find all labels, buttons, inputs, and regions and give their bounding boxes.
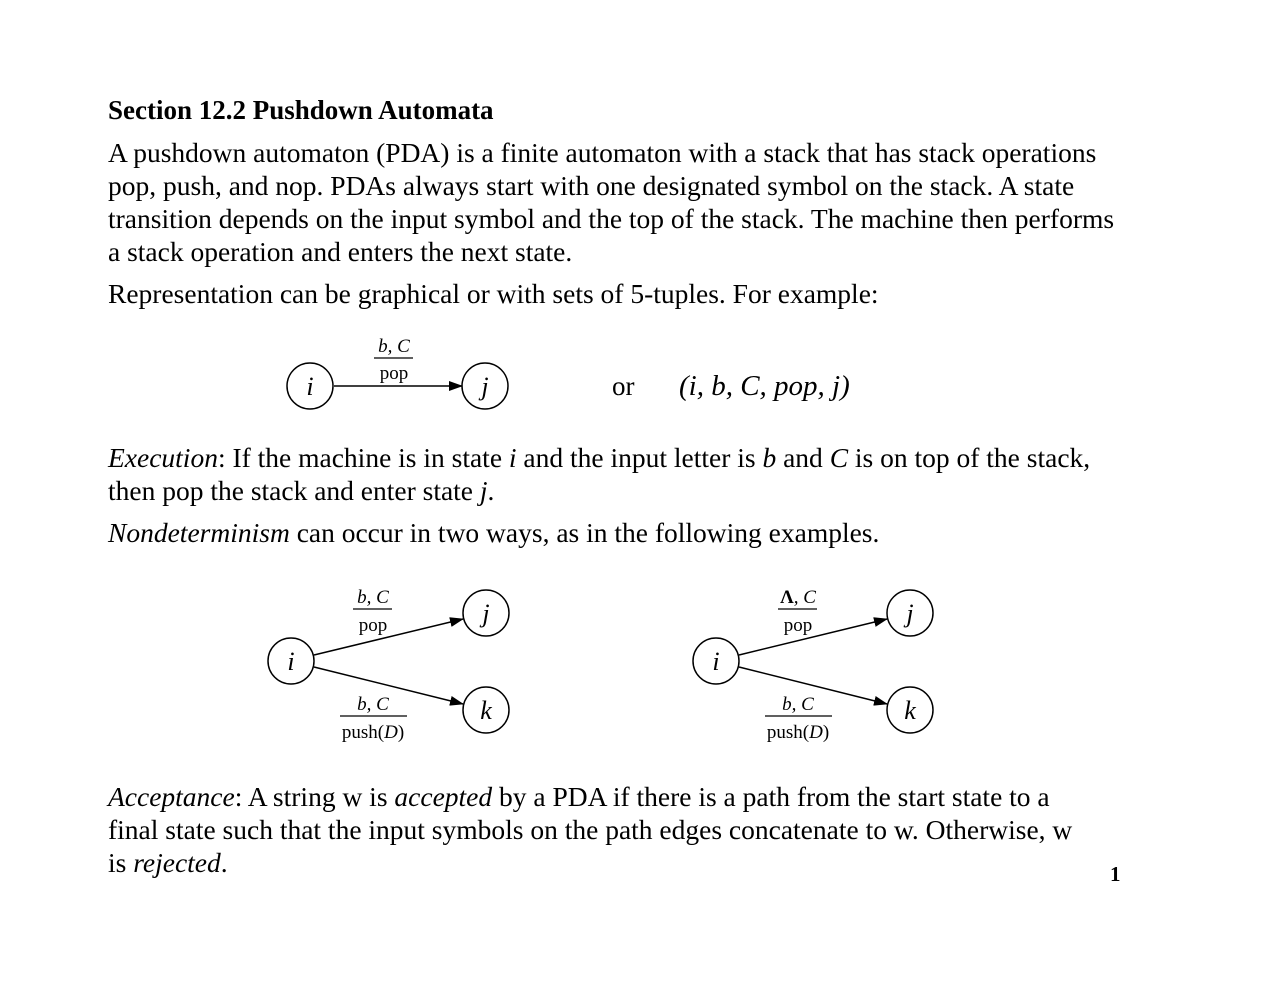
intro-line: pop, push, and nop. PDAs always start with one designated symbol on the stack. A state: [108, 170, 1075, 201]
nondeterminism-term: Nondeterminism: [108, 517, 290, 548]
state-node-i: [268, 638, 314, 684]
state-node-j: [887, 590, 933, 636]
intro-line: transition depends on the input symbol and the top of the stack. The machine then performs: [108, 203, 1115, 234]
svg-text:j: j: [906, 599, 914, 628]
edge-input-label: b, C: [357, 694, 389, 715]
page-number: 1: [1110, 862, 1121, 886]
acceptance-line: is rejected.: [108, 847, 228, 878]
svg-text:k: k: [480, 696, 492, 725]
transition-arrow-top: [739, 619, 887, 655]
edge-input-label: b, C: [378, 336, 410, 357]
state-node-k: [463, 687, 509, 733]
nd-right-diagram: [693, 587, 933, 743]
edge-input-label: b, C: [357, 587, 389, 608]
edge-input-label: b, C: [782, 694, 814, 715]
execution-line: then pop the stack and enter state j.: [108, 475, 495, 506]
representation-line: Representation can be graphical or with sets of 5-tuples. For example:: [108, 278, 879, 309]
transition-arrow-top: [314, 619, 463, 655]
state-node-i: [693, 638, 739, 684]
state-label: j: [481, 372, 489, 401]
acceptance-line: final state such that the input symbols on the path edges concatenate to w. Otherwise, w: [108, 814, 1073, 845]
svg-text:j: j: [482, 599, 490, 628]
acceptance-term: Acceptance: [108, 781, 235, 812]
edge-op-label: pop: [379, 363, 409, 384]
state-node-j: [463, 590, 509, 636]
svg-text:i: i: [712, 647, 720, 676]
svg-text:k: k: [904, 696, 916, 725]
edge-op-label: pop: [358, 615, 388, 636]
edge-op-label: push(D): [766, 722, 830, 743]
edge-input-label: Λ, C: [780, 587, 816, 608]
execution-term: Execution: [108, 442, 218, 473]
nondeterminism-paragraph: Nondeterminism can occur in two ways, as in the following examples.: [108, 517, 880, 548]
execution-line: Execution: If the machine is in state i and the input letter is b and C is on top of the stack,: [108, 442, 1091, 473]
nd-left-diagram: [268, 587, 509, 743]
svg-text:i: i: [287, 647, 295, 676]
acceptance-line: Acceptance: A string w is accepted by a PDA if there is a path from the start state to a: [108, 781, 1050, 812]
state-label: i: [306, 372, 314, 401]
intro-line: a stack operation and enters the next state.: [108, 236, 573, 267]
tuple-notation: (i, b, C, pop, j): [679, 370, 850, 402]
section-heading: Section 12.2 Pushdown Automata: [108, 95, 494, 125]
edge-op-label: pop: [783, 615, 813, 636]
acceptance-paragraph: [108, 780, 1188, 879]
edge-op-label: push(D): [341, 722, 405, 743]
or-word: or: [612, 371, 635, 401]
intro-line: A pushdown automaton (PDA) is a finite automaton with a stack that has stack operations: [108, 137, 1097, 168]
state-node-k: [887, 687, 933, 733]
